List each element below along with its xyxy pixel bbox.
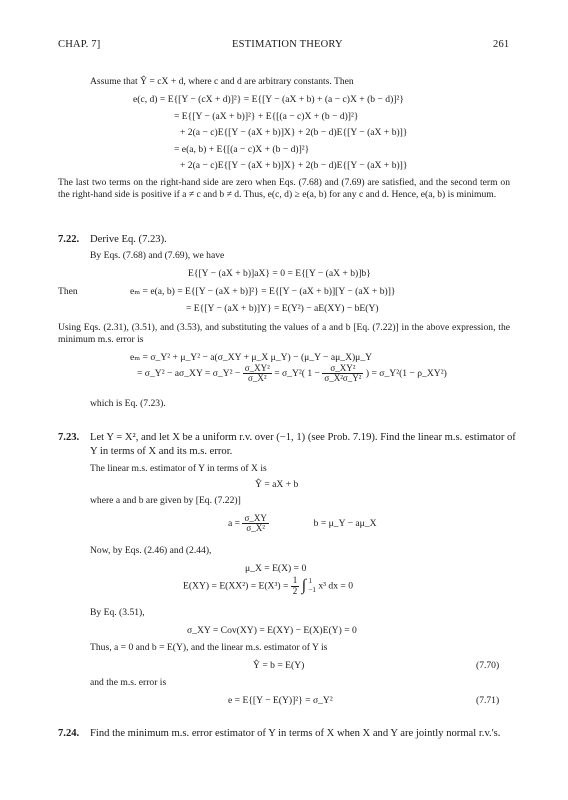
text-line: By Eq. (3.51), xyxy=(90,607,145,618)
equation-integral-line xyxy=(183,576,353,596)
fraction-numerator: σ_XY² xyxy=(322,364,363,374)
equation-fraction-line xyxy=(137,364,447,384)
fraction-denominator: σ_X² xyxy=(246,523,265,534)
text-line: Now, by Eqs. (2.46) and (2.44), xyxy=(90,545,212,556)
conclusion-paragraph: The last two terms on the right-hand side are zero when Eqs. (7.68) and (7.69) are satisfied, and the second term on the right-hand side is positive if a ≠ c and b ≠ d. Thus, e(c, d) ≥ e(a, b) for any c and d. Hence, e(a, b) is minimum. xyxy=(58,177,510,201)
text-line: Then xyxy=(58,286,78,297)
integral-sign-icon: ∫ xyxy=(301,577,307,594)
equation: eₘ = σ_Y² + μ_Y² − a(σ_XY + μ_X μ_Y) − (μ_Y − aμ_X)μ_Y xyxy=(130,352,373,363)
equation: Ŷ = aX + b xyxy=(255,479,299,490)
equation: E{[Y − (aX + b)]aX} = 0 = E{[Y − (aX + b)]b} xyxy=(188,268,371,279)
intro-text: Assume that Ŷ = cX + d, where c and d are arbitrary constants. Then xyxy=(90,76,354,87)
integral-lower-limit: −1 xyxy=(308,586,316,595)
page-number: 261 xyxy=(493,39,510,50)
fraction-denominator: 2 xyxy=(292,585,298,596)
problem-number: 7.22. xyxy=(58,234,80,245)
fraction-numerator: 1 xyxy=(292,575,298,586)
problem-number: 7.23. xyxy=(58,432,80,443)
problem-statement: Find the minimum m.s. error estimator of Y in terms of X when X and Y are jointly normal r.v.'s. xyxy=(90,728,501,739)
equation: = E{[Y − (aX + b)]²} + E{[(a − c)X + (b − d)]²} xyxy=(174,111,359,122)
fraction-numerator: σ_XY xyxy=(244,513,267,523)
equation-part: ) = σ_Y²(1 − ρ_XY²) xyxy=(365,368,447,380)
fraction-denominator: σ_X²σ_Y² xyxy=(324,373,362,384)
text-line: and the m.s. error is xyxy=(90,677,167,688)
equation-fraction-line xyxy=(228,514,377,534)
equation-number: (7.71) xyxy=(476,695,500,706)
fraction xyxy=(291,576,300,596)
fraction xyxy=(322,364,363,384)
equation-part: a = xyxy=(228,518,241,530)
chapter-label: CHAP. 7] xyxy=(58,39,101,50)
text-line: which is Eq. (7.23). xyxy=(90,398,166,409)
equation: + 2(a − c)E{[Y − (aX + b)]X} + 2(b − d)E{[Y − (aX + b)]} xyxy=(180,160,408,171)
equation: + 2(a − c)E{[Y − (aX + b)]X} + 2(b − d)E{[Y − (aX + b)]} xyxy=(180,127,408,138)
text-line: Thus, a = 0 and b = E(Y), and the linear m.s. estimator of Y is xyxy=(90,642,328,653)
equation: = e(a, b) + E{[(a − c)X + (b − d)]²} xyxy=(174,144,310,155)
integral-limits xyxy=(308,577,315,595)
equation: Ŷ = b = E(Y) xyxy=(253,660,305,671)
equation-part: = σ_Y² − aσ_XY = σ_Y² − xyxy=(137,368,241,380)
equation: e = E{[Y − E(Y)]²} = σ_Y² xyxy=(228,695,333,706)
text-paragraph: Using Eqs. (2.31), (3.51), and (3.53), and substituting the values of a and b [Eq. (7.22)] in the above expression, the minimum m.s. error is xyxy=(58,322,510,346)
equation: e(c, d) = E{[Y − (cX + d)]²} = E{[Y − (aX + b) + (a − c)X + (b − d)]²} xyxy=(133,94,404,105)
text-line: where a and b are given by [Eq. (7.22)] xyxy=(90,495,241,506)
integral-upper-limit: 1 xyxy=(308,577,312,586)
equation: eₘ = e(a, b) = E{[Y − (aX + b)]²} = E{[Y − (aX + b)][Y − (aX + b)]} xyxy=(130,286,396,297)
equation-part: = σ_Y²( 1 − xyxy=(274,368,320,380)
problem-statement: Derive Eq. (7.23). xyxy=(90,234,167,245)
equation: = E{[Y − (aX + b)]Y} = E(Y²) − aE(XY) − bE(Y) xyxy=(186,303,379,314)
problem-statement: Let Y = X², and let X be a uniform r.v. over (−1, 1) (see Prob. 7.19). Find the linear m.s. estimator of Y in terms of X and its m.s. error. xyxy=(90,432,516,457)
equation: σ_XY = Cov(XY) = E(XY) − E(X)E(Y) = 0 xyxy=(187,625,357,636)
equation-part: E(XY) = E(XX²) = E(X³) = xyxy=(183,580,289,592)
equation-part: b = μ_Y − aμ_X xyxy=(313,518,377,530)
problem-number: 7.24. xyxy=(58,728,80,739)
fraction xyxy=(242,514,268,534)
fraction xyxy=(243,364,272,384)
fraction-numerator: σ_XY² xyxy=(244,363,270,373)
equation: μ_X = E(X) = 0 xyxy=(245,563,307,574)
text-line: By Eqs. (7.68) and (7.69), we have xyxy=(90,250,225,261)
running-title: ESTIMATION THEORY xyxy=(232,39,343,50)
equation-number: (7.70) xyxy=(476,660,500,671)
text-line: The linear m.s. estimator of Y in terms of X is xyxy=(90,463,267,474)
equation-part: x³ dx = 0 xyxy=(318,580,354,592)
fraction-denominator: σ_X² xyxy=(247,373,267,384)
